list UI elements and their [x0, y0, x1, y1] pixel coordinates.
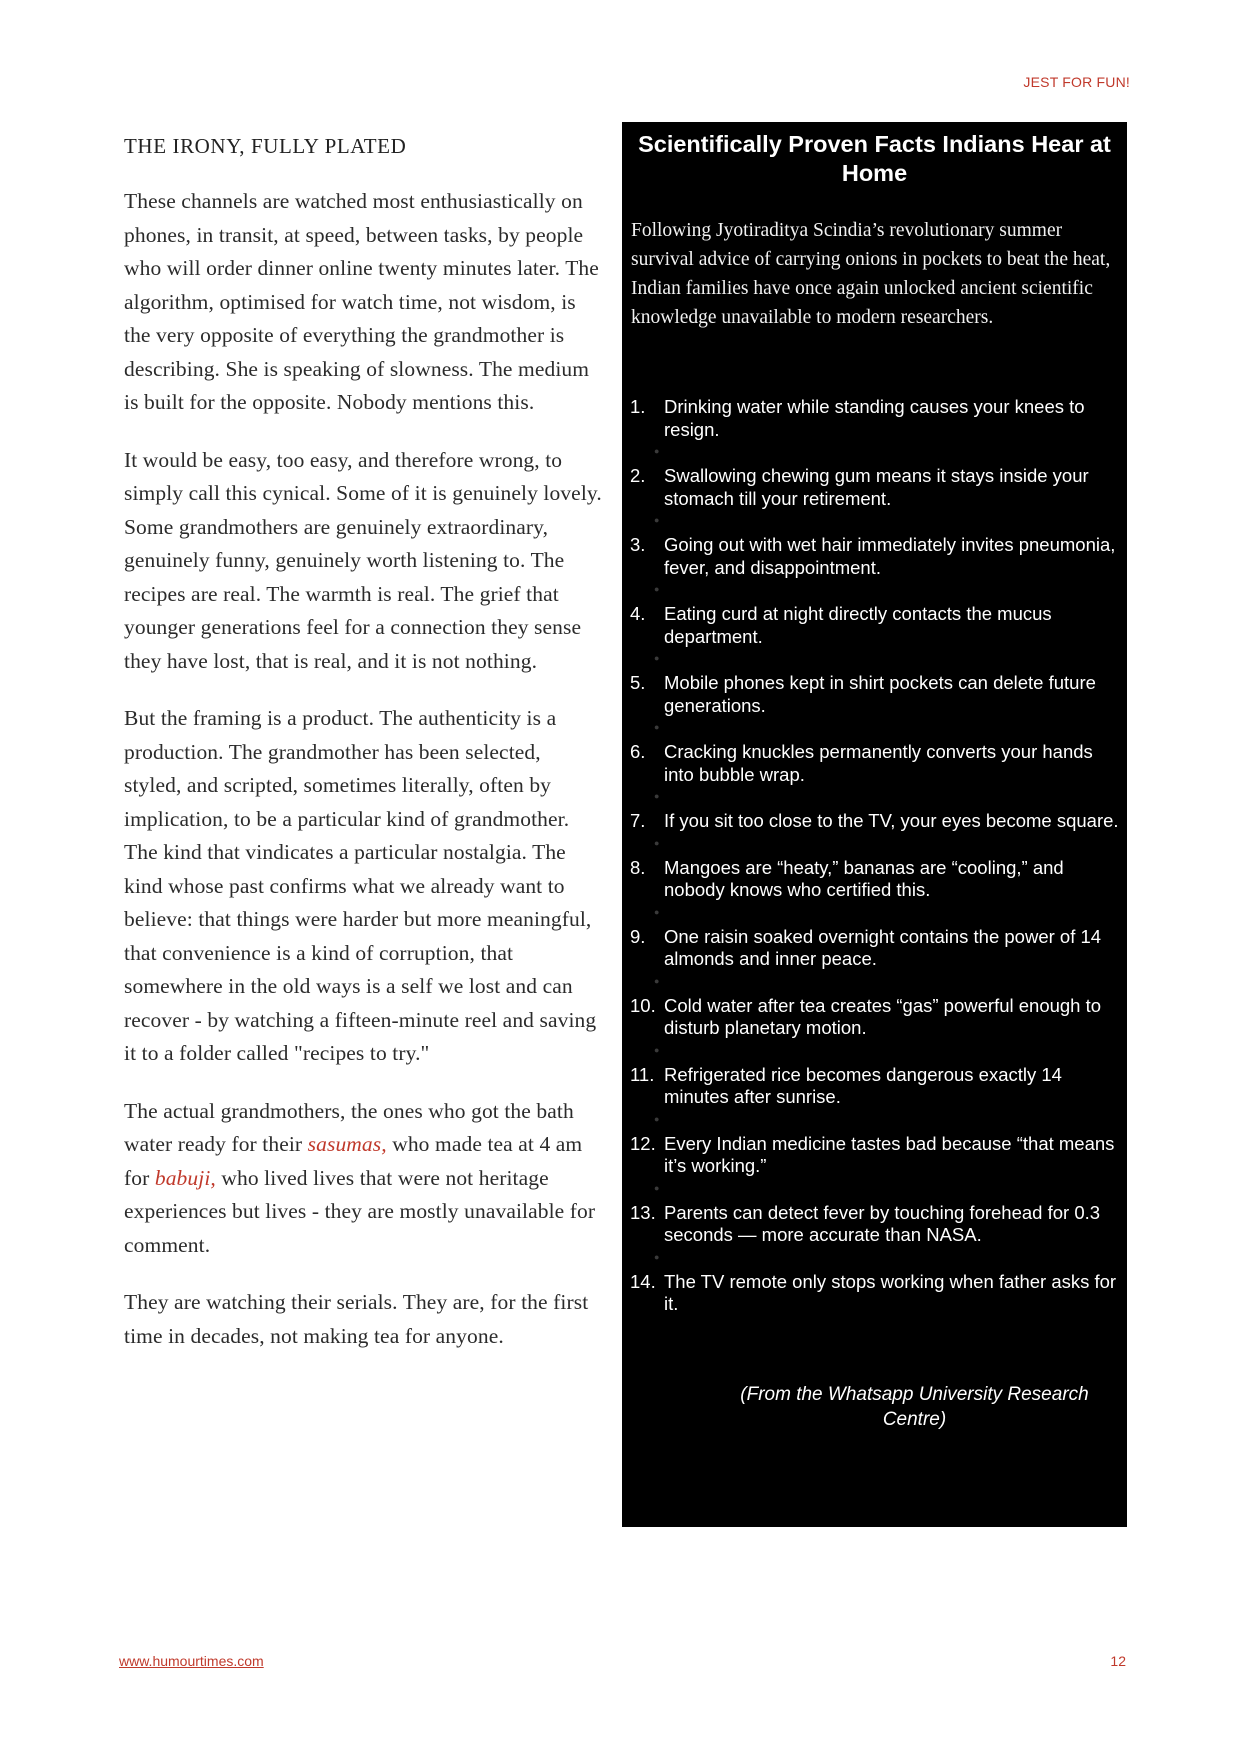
separator-dot-icon: ● — [654, 446, 660, 456]
fact-item — [622, 1271, 1127, 1316]
separator-dot-icon: ● — [654, 653, 660, 663]
fact-number: 4. — [630, 603, 646, 624]
fact-text: Cracking knuckles permanently converts your hands into bubble wrap. — [664, 741, 1093, 785]
fact-item — [622, 810, 1127, 848]
fact-number: 7. — [630, 810, 646, 831]
fact-text: Parents can detect fever by touching forehead for 0.3 seconds — more accurate than NASA. — [664, 1201, 1101, 1245]
fact-text: Mobile phones kept in shirt pockets can delete future generations. — [664, 672, 1096, 716]
separator-dot-icon: ● — [654, 1044, 660, 1055]
fact-text: Going out with wet hair immediately invites pneumonia, fever, and disappointment. — [664, 534, 1116, 578]
fact-number: 3. — [630, 534, 646, 555]
fact-item — [622, 1063, 1127, 1124]
fact-item — [622, 396, 1127, 456]
fact-number: 14. — [630, 1270, 656, 1292]
fact-item — [622, 534, 1127, 594]
paragraph-text: who lived lives that were not heritage experiences but lives - they are mostly unavailable for comment. — [124, 1165, 596, 1257]
section-heading: THE IRONY, FULLY PLATED — [124, 134, 407, 158]
separator-dot-icon: ● — [654, 837, 660, 848]
separator-dot-icon: ● — [654, 906, 660, 917]
separator-dot-icon: ● — [654, 722, 660, 732]
article-paragraph: They are watching their serials. They are, for the first time in decades, not making tea for anyone. — [124, 1290, 589, 1348]
fact-item — [622, 465, 1127, 525]
fact-item — [622, 925, 1127, 986]
fact-item — [622, 603, 1127, 663]
fact-text: Cold water after tea creates “gas” powerful enough to disturb planetary motion. — [664, 994, 1102, 1038]
separator-dot-icon: ● — [654, 515, 660, 525]
fact-text: Every Indian medicine tastes bad because “that means it’s working.” — [664, 1132, 1115, 1176]
fact-number: 5. — [630, 672, 646, 693]
article-paragraph — [124, 1095, 602, 1263]
fact-number: 2. — [630, 465, 646, 486]
fact-text: Refrigerated rice becomes dangerous exactly 14 minutes after sunrise. — [664, 1063, 1062, 1107]
fact-number: 9. — [630, 925, 646, 947]
website-link[interactable]: www.humourtimes.com — [119, 1653, 264, 1669]
fact-text: Drinking water while standing causes your knees to resign. — [664, 396, 1085, 440]
fact-number: 8. — [630, 856, 646, 878]
section-tag: JEST FOR FUN! — [1023, 74, 1130, 90]
sidebar-intro: Following Jyotiraditya Scindia’s revolutionary summer survival advice of carrying onions in pockets to beat the heat, Indian families have once again unlocked ancient scientific knowledge unavailable to modern researchers. — [631, 220, 1111, 328]
sidebar-title: Scientifically Proven Facts Indians Hear at Home — [638, 131, 1111, 186]
highlight-term: sasumas, — [307, 1132, 387, 1156]
sidebar-credit: (From the Whatsapp University Research Centre) — [740, 1383, 1089, 1430]
fact-item — [622, 741, 1127, 801]
fact-item — [622, 856, 1127, 917]
highlight-term: babuji, — [154, 1165, 216, 1190]
separator-dot-icon: ● — [654, 791, 660, 801]
fact-text: The TV remote only stops working when father asks for it. — [664, 1270, 1117, 1314]
article-paragraph: These channels are watched most enthusiastically on phones, in transit, at speed, between tasks, by people who will order dinner online twenty minutes later. The algorithm, optimised for watch time, not wisdom, is the very opposite of everything the grandmother is describing. She is speaking of slowness. The medium is built for the opposite. Nobody mentions this. — [124, 189, 599, 414]
facts-sidebar — [622, 122, 1127, 1527]
fact-text: Swallowing chewing gum means it stays inside your stomach till your retirement. — [664, 465, 1089, 509]
separator-dot-icon: ● — [654, 1182, 660, 1193]
fact-number: 11. — [630, 1063, 655, 1085]
article-paragraph: But the framing is a product. The authenticity is a production. The grandmother has been selected, styled, and scripted, sometimes literally, often by implication, to be a particular kind of grandmother. The kind that vindicates a particular nostalgia. The kind whose past confirms what we already want to believe: that things were harder but more meaningful, that convenience is a kind of corruption, that somewhere in the old ways is a self we lost and can recover - by watching a fifteen-minute reel and saving it to a folder called "recipes to try." — [124, 706, 597, 1065]
fact-text: One raisin soaked overnight contains the power of 14 almonds and inner peace. — [664, 925, 1102, 969]
fact-text: Mangoes are “heaty,” bananas are “cooling,” and nobody knows who certified this. — [664, 856, 1064, 900]
fact-item — [622, 1201, 1127, 1262]
separator-dot-icon: ● — [654, 975, 660, 986]
article-paragraph: It would be easy, too easy, and therefore wrong, to simply call this cynical. Some of it is genuinely lovely. Some grandmothers are genuinely extraordinary, genuinely funny, genuinely worth listening to. The recipes are real. The warmth is real. The grief that younger generations feel for a connection they sense they have lost, that is real, and it is not nothing. — [124, 447, 602, 673]
fact-item — [622, 1132, 1127, 1193]
fact-number: 13. — [630, 1201, 656, 1223]
article-column — [124, 134, 602, 1377]
separator-dot-icon: ● — [654, 1251, 660, 1262]
separator-dot-icon: ● — [654, 1113, 660, 1124]
fact-item — [622, 672, 1127, 732]
fact-number: 12. — [630, 1132, 656, 1154]
fact-text: If you sit too close to the TV, your eyes become square. — [664, 810, 1119, 831]
fact-number: 10. — [630, 994, 656, 1016]
paragraph-text: who made tea at 4 am for — [124, 1132, 583, 1190]
paragraph-text: The actual grandmothers, the ones who got the bath water ready for their — [124, 1098, 574, 1156]
fact-number: 6. — [630, 741, 646, 762]
fact-text: Eating curd at night directly contacts the mucus department. — [664, 603, 1052, 647]
fact-item — [622, 994, 1127, 1055]
page-number: 12 — [1110, 1653, 1126, 1669]
separator-dot-icon: ● — [654, 584, 660, 594]
facts-list — [622, 396, 1127, 1316]
fact-number: 1. — [630, 396, 646, 417]
